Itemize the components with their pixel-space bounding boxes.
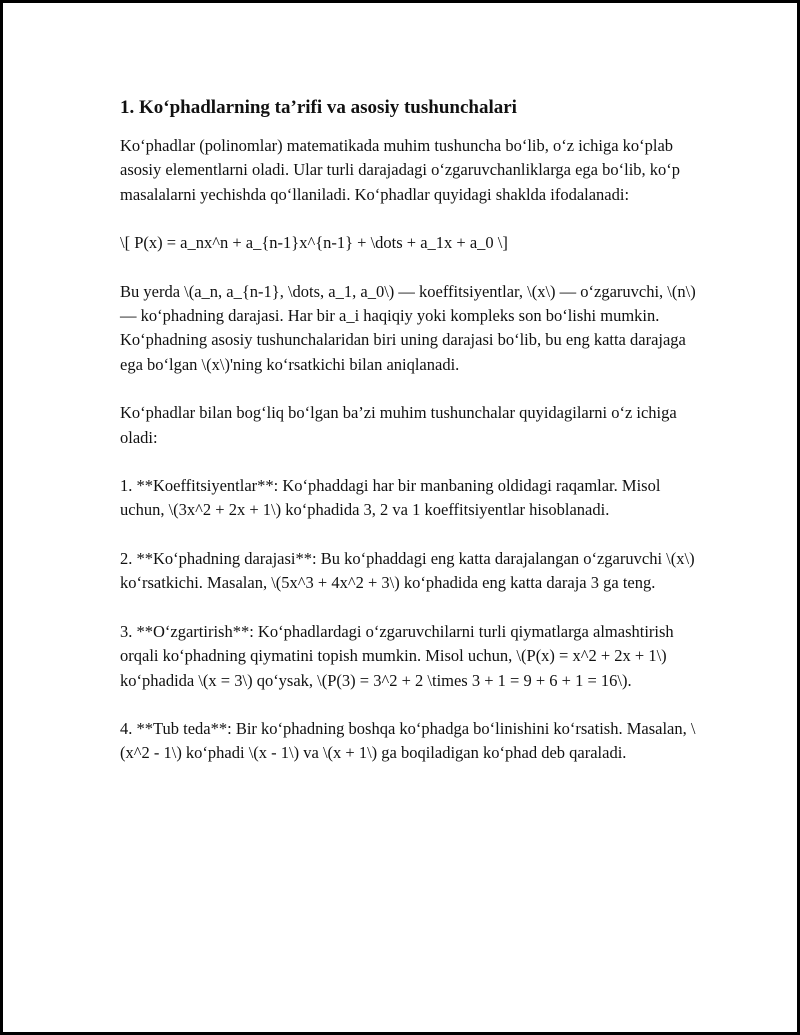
list-item-divisibility: 4. **Tub teda**: Bir ko‘phadning boshqa ko‘phadga bo‘linishini ko‘rsatish. Masalan, \(x^2 - 1\) ko‘phadi \(x - 1\) va \(x + 1\) ga boqiladigan ko‘phad deb qaraladi. — [120, 719, 696, 763]
list-item-coefficients: 1. **Koeffitsiyentlar**: Ko‘phaddagi har bir manbaning oldidagi raqamlar. Misol uchun, \(3x^2 + 2x + 1\) ko‘phadida 3, 2 va 1 koeffitsiyentlar hisoblanadi. — [120, 476, 661, 520]
list-item-degree: 2. **Ko‘phadning darajasi**: Bu ko‘phaddagi eng katta darajalangan o‘zgaruvchi \(x\) ko‘rsatkichi. Masalan, \(5x^3 + 4x^2 + 3\) ko‘phadida eng katta daraja 3 ga teng. — [120, 549, 695, 593]
concepts-intro-paragraph: Ko‘phadlar bilan bog‘liq bo‘lgan ba’zi muhim tushunchalar quyidagilarni o‘z ichiga oladi: — [120, 403, 677, 447]
list-item-substitution: 3. **O‘zgartirish**: Ko‘phadlardagi o‘zgaruvchilarni turli qiymatlarga almashtirish orqali ko‘phadning qiymatini topish mumkin. Misol uchun, \(P(x) = x^2 + 2x + 1\) ko‘phadida \(x = 3\) qo‘ysak, \(P(3) = 3^2 + 2 \times 3 + 1 = 9 + 6 + 1 = 16\). — [120, 621, 674, 690]
document-content — [120, 91, 700, 766]
intro-paragraph: Ko‘phadlar (polinomlar) matematikada muhim tushuncha bo‘lib, o‘z ichiga ko‘plab asosiy elementlarni oladi. Ular turli darajadagi o‘zgaruvchanliklarga ega bo‘lib, ko‘p masalalarni yechishda qo‘llaniladi. Ko‘phadlar quyidagi shaklda ifodalanadi: — [120, 136, 681, 204]
polynomial-formula: \[ P(x) = a_nx^n + a_{n-1}x^{n-1} + \dots + a_1x + a_0 \] — [120, 233, 508, 253]
coefficients-explanation-paragraph: Bu yerda \(a_n, a_{n-1}, \dots, a_1, a_0\) — koeffitsiyentlar, \(x\) — o‘zgaruvchi, \(n\) — ko‘phadning darajasi. Har bir a_i haqiqiy yoki kompleks son bo‘lishi mumkin. Ko‘phadning asosiy tushunchalaridan biri uning darajasi bo‘lib, bu eng katta darajaga ega bo‘lgan \(x\)'ning ko‘rsatkichi bilan aniqlanadi. — [120, 281, 696, 374]
section-heading: 1. Ko‘phadlarning ta’rifi va asosiy tushunchalari — [120, 97, 517, 118]
